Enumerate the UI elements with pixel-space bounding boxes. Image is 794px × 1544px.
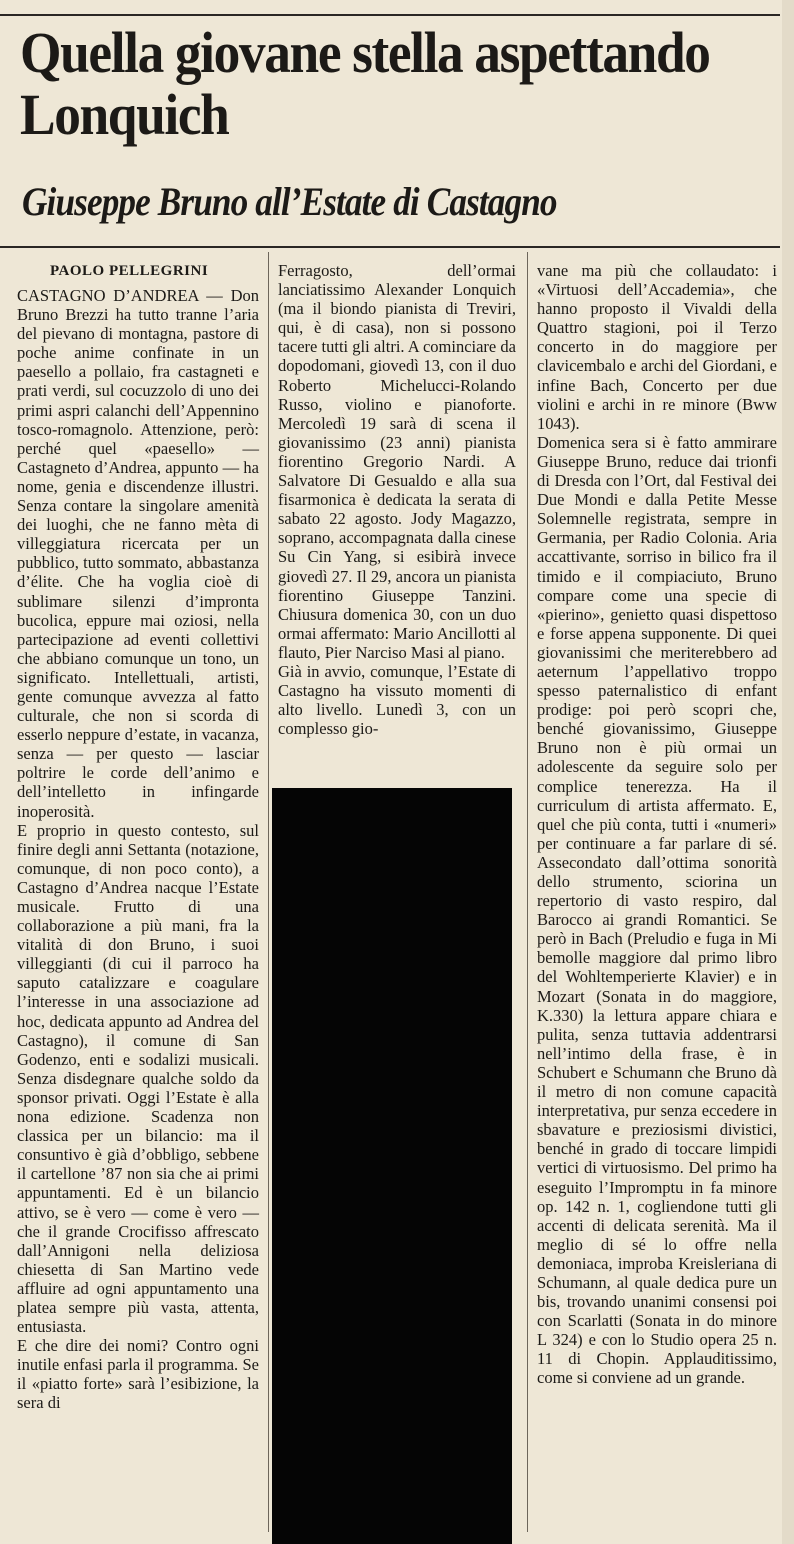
headline: Quella giovane stella aspettando Lonquich [20,20,710,147]
paragraph: CASTAGNO D’ANDREA — Don Bruno Brezzi ha tutto tranne l’aria del pievano di montagna, pastore di poche anime confinate in un paesello a pollaio, fra castagneti e prati verdi, sul cocuzzolo di uno dei primi aspri calanchi dell’Appennino tosco-romagnolo. Attenzione, però: perché quel «paesello» — Castagneto d’Andrea, appunto — ha nome, genia e discendenze illustri. Senza contare la singolare amenità dei luoghi, che ne fanno mèta di villeggiatura ricercata per un pubblico, tutto sommato, abbastanza d’élite. Che ha voglia cioè di sublimare silenzi d’impronta bucolica, eppure mai oziosi, nella partecipazione ad eventi collettivi che abbiano comunque un tono, un significato. Intellettuali, artisti, gente comunque avvezza al fatto culturale, che non si scorda di esserlo neppure d’estate, in vacanza, senza — per questo — lasciar poltrire le corde dell’animo e dell’intelletto in infingarde inoperosità. [17,286,259,821]
headline-rule [0,246,780,248]
article-column-3 [537,261,777,1388]
article-column-1 [17,286,259,1413]
column-divider [527,252,528,1532]
article-column-2 [278,261,516,738]
paragraph: Ferragosto, dell’ormai lanciatissimo Alexander Lonquich (ma il biondo pianista di Treviri, qui, è di casa), non si possono tacere tutti gli altri. A cominciare da dopodomani, giovedì 13, con il duo Roberto Michelucci-Rolando Russo, violino e pianoforte. Mercoledì 19 sarà di scena il giovanissimo (23 anni) pianista fiorentino Gregorio Nardi. A Salvatore Di Gesualdo e alla sua fisarmonica è dedicata la serata di sabato 22 agosto. Jody Magazzo, soprano, accompagnata dalla cinese Su Cin Yang, si esibirà invece giovedì 27. Il 29, ancora un pianista fiorentino Giuseppe Tanzini. Chiusura domenica 30, con un duo ormai affermato: Mario Ancillotti al flauto, Pier Narciso Masi al piano. [278,261,516,662]
column-divider [268,252,269,1532]
paragraph: Domenica sera si è fatto ammirare Giuseppe Bruno, reduce dai trionfi di Dresda con l’Ort, dal Festival dei Due Mondi e dalla Petite Messe Solemnelle registrata, sempre in Germania, per Radio Colonia. Aria accattivante, sorriso in bilico fra il timido e il compiaciuto, Bruno compare come una specie di «pierino», genietto quasi dispettoso e forse appena supponente. Di quei giovanissimi che meriterebbero ad aeternum l’appellativo troppo spesso paternalistico di enfant prodige: poi però scopri che, benché giovanissimo, Giuseppe Bruno non è più ormai un adolescente da seguire solo per complice tenerezza. Ha il curriculum di artista affermato. E, quel che più conta, tutti i «numeri» per continuare a far parlare di sé. Assecondato dall’ottima sonorità dello strumento, sciorina un repertorio di vasto respiro, dal Barocco ai grandi Romantici. Se però in Bach (Preludio e fuga in Mi bemolle maggiore dal primo libro del Wohltemperierte Klavier) e in Mozart (Sonata in do maggiore, K.330) la lettura appare chiara e pulita, senza tuttavia addentrarsi nell’intimo della frase, è in Schubert e Schumann che Bruno dà il metro di non comune capacità interpretativa, pur senza eccedere in sbavature e preziosismi divistici, benché in grado di toccare limpidi vertici di virtuosismo. Del primo ha eseguito l’Impromptu in fa minore op. 142 n. 1, cogliendone tutti gli accenti di delicata serenità. Ma il meglio di sé lo offre nella demoniaca, improba Kreisleriana di Schumann, al quale dedica pure un bis, trovando unanimi consensi poi con Scarlatti (Sonata in do minore L 324) e con lo Studio opera 25 n. 11 di Chopin. Applauditissimo, come si conviene ad un grande. [537,432,777,1388]
redaction-block [272,788,512,1544]
paper-edge [782,0,794,1544]
byline: PAOLO PELLEGRINI [50,263,209,279]
paragraph: vane ma più che collaudato: i «Virtuosi dell’Accademia», che hanno proposto il Vivaldi della Quattro stagioni, poi il Terzo concerto in do maggiore per clavicembalo e archi del Giordani, e infine Bach, Concerto per due violini e archi in re minore (Bww 1043). [537,261,777,433]
paragraph: E che dire dei nomi? Contro ogni inutile enfasi parla il programma. Se il «piatto forte» sarà l’esibizione, la sera di [17,1336,259,1413]
paragraph: E proprio in questo contesto, sul finire degli anni Settanta (notazione, comunque, di non poco conto), a Castagno d’Andrea nacque l’Estate musicale. Frutto di una collaborazione a più mani, fra la vitalità di don Bruno, i suoi villeggianti (di cui il parroco ha saputo catalizzare e coagulare l’interesse in una associazione ad hoc, dedicata appunto ad Andrea del Castagno), il comune di San Godenzo, enti e sodalizi musicali. Senza disdegnare qualche soldo da sponsor privati. Oggi l’Estate è alla nona edizione. Scadenza non classica per un bilancio: ma il consuntivo è già d’obbligo, sebbene il cartellone ’87 non sia che ai primi appuntamenti. Ed è un bilancio attivo, se è vero — come è vero — che il grande Crocifisso affrescato dall’Annigoni nella deliziosa chiesetta di San Martino vede affluire ad ogni appuntamento una platea sempre più vasta, attenta, entusiasta. [17,820,259,1337]
top-rule [0,14,780,16]
subheadline: Giuseppe Bruno all’Estate di Castagno [22,179,557,224]
paragraph: Già in avvio, comunque, l’Estate di Castagno ha vissuto momenti di alto livello. Lunedì 3, con un complesso gio- [278,661,516,739]
